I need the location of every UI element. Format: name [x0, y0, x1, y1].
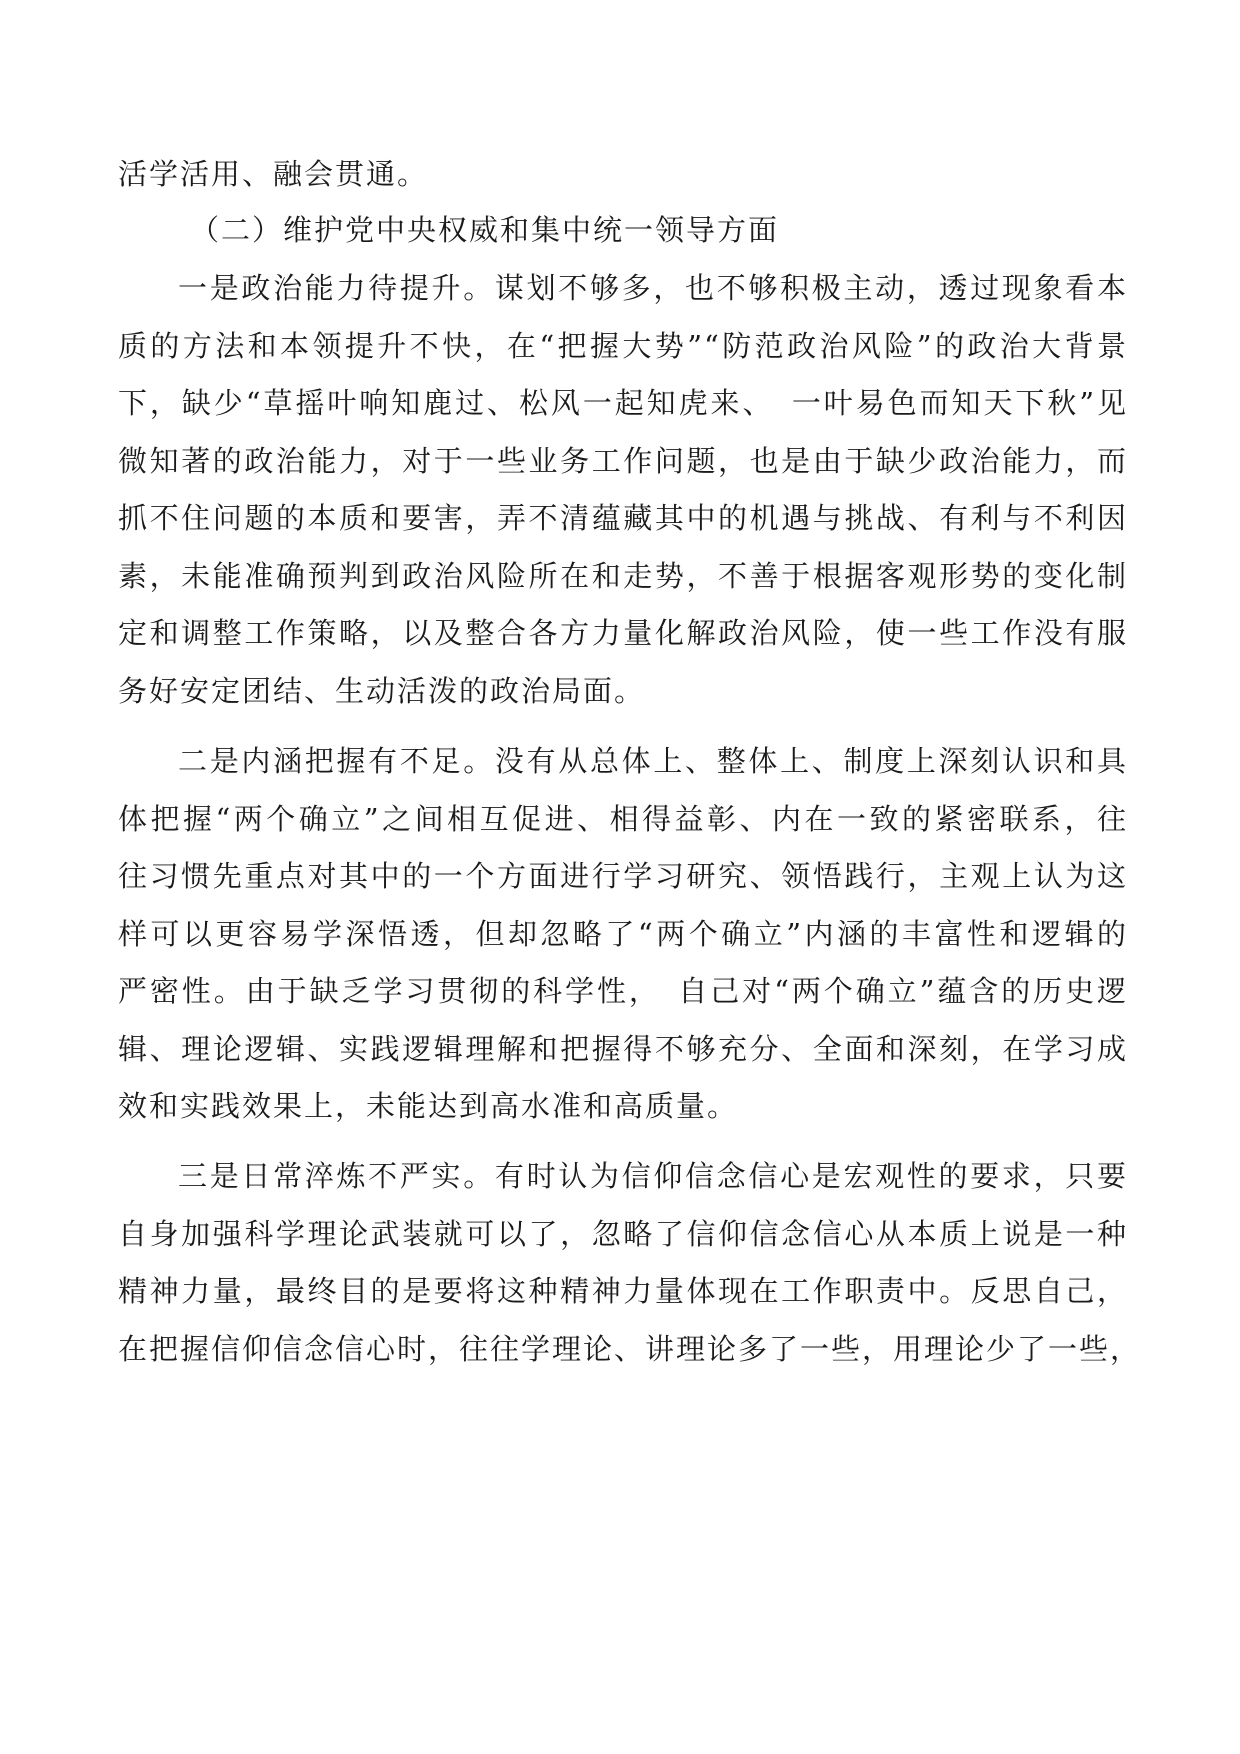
paragraph-line: 微知著的政治能力，对于一些业务工作问题，也是由于缺少政治能力，而 [118, 444, 1128, 478]
paragraph-line: 体把握“两个确立”之间相互促进、相得益彰、内在一致的紧密联系，往 [118, 802, 1128, 836]
paragraph-line: 自身加强科学理论武装就可以了，忽略了信仰信念信心从本质上说是一种 [118, 1217, 1128, 1251]
paragraph-line: 务好安定团结、生动活泼的政治局面。 [118, 674, 646, 708]
paragraph-line: 严密性。由于缺乏学习贯彻的科学性， 自己对“两个确立”蕴含的历史逻 [118, 974, 1128, 1008]
paragraph-line: 在把握信仰信念信心时，往往学理论、讲理论多了一些，用理论少了一些， [118, 1332, 1142, 1366]
paragraph-line: 样可以更容易学深悟透，但却忽略了“两个确立”内涵的丰富性和逻辑的 [118, 917, 1128, 951]
paragraph-line: 辑、理论逻辑、实践逻辑理解和把握得不够充分、全面和深刻，在学习成 [118, 1032, 1128, 1066]
paragraph-line: 素，未能准确预判到政治风险所在和走势，不善于根据客观形势的变化制 [118, 559, 1128, 593]
paragraph-line: 二是内涵把握有不足。没有从总体上、整体上、制度上深刻认识和具 [178, 744, 1128, 778]
paragraph-line: 效和实践效果上，未能达到高水准和高质量。 [118, 1089, 739, 1123]
paragraph-line: 精神力量，最终目的是要将这种精神力量体现在工作职责中。反思自己， [118, 1274, 1128, 1308]
paragraph-line: 一是政治能力待提升。谋划不够多，也不够积极主动，透过现象看本 [178, 271, 1128, 305]
paragraph-line: 抓不住问题的本质和要害，弄不清蕴藏其中的机遇与挑战、有利与不利因 [118, 501, 1128, 535]
paragraph-line: 三是日常淬炼不严实。有时认为信仰信念信心是宏观性的要求，只要 [178, 1159, 1128, 1193]
paragraph-line: 往习惯先重点对其中的一个方面进行学习研究、领悟践行，主观上认为这 [118, 859, 1128, 893]
paragraph-line: 下，缺少“草摇叶响知鹿过、松风一起知虎来、 一叶易色而知天下秋”见 [118, 386, 1128, 420]
continuation-line: 活学活用、融会贯通。 [118, 157, 429, 191]
section-heading: （二）维护党中央权威和集中统一领导方面 [190, 213, 780, 247]
paragraph-line: 定和调整工作策略，以及整合各方力量化解政治风险，使一些工作没有服 [118, 616, 1128, 650]
paragraph-line: 质的方法和本领提升不快，在“把握大势”“防范政治风险”的政治大背景 [118, 329, 1128, 363]
